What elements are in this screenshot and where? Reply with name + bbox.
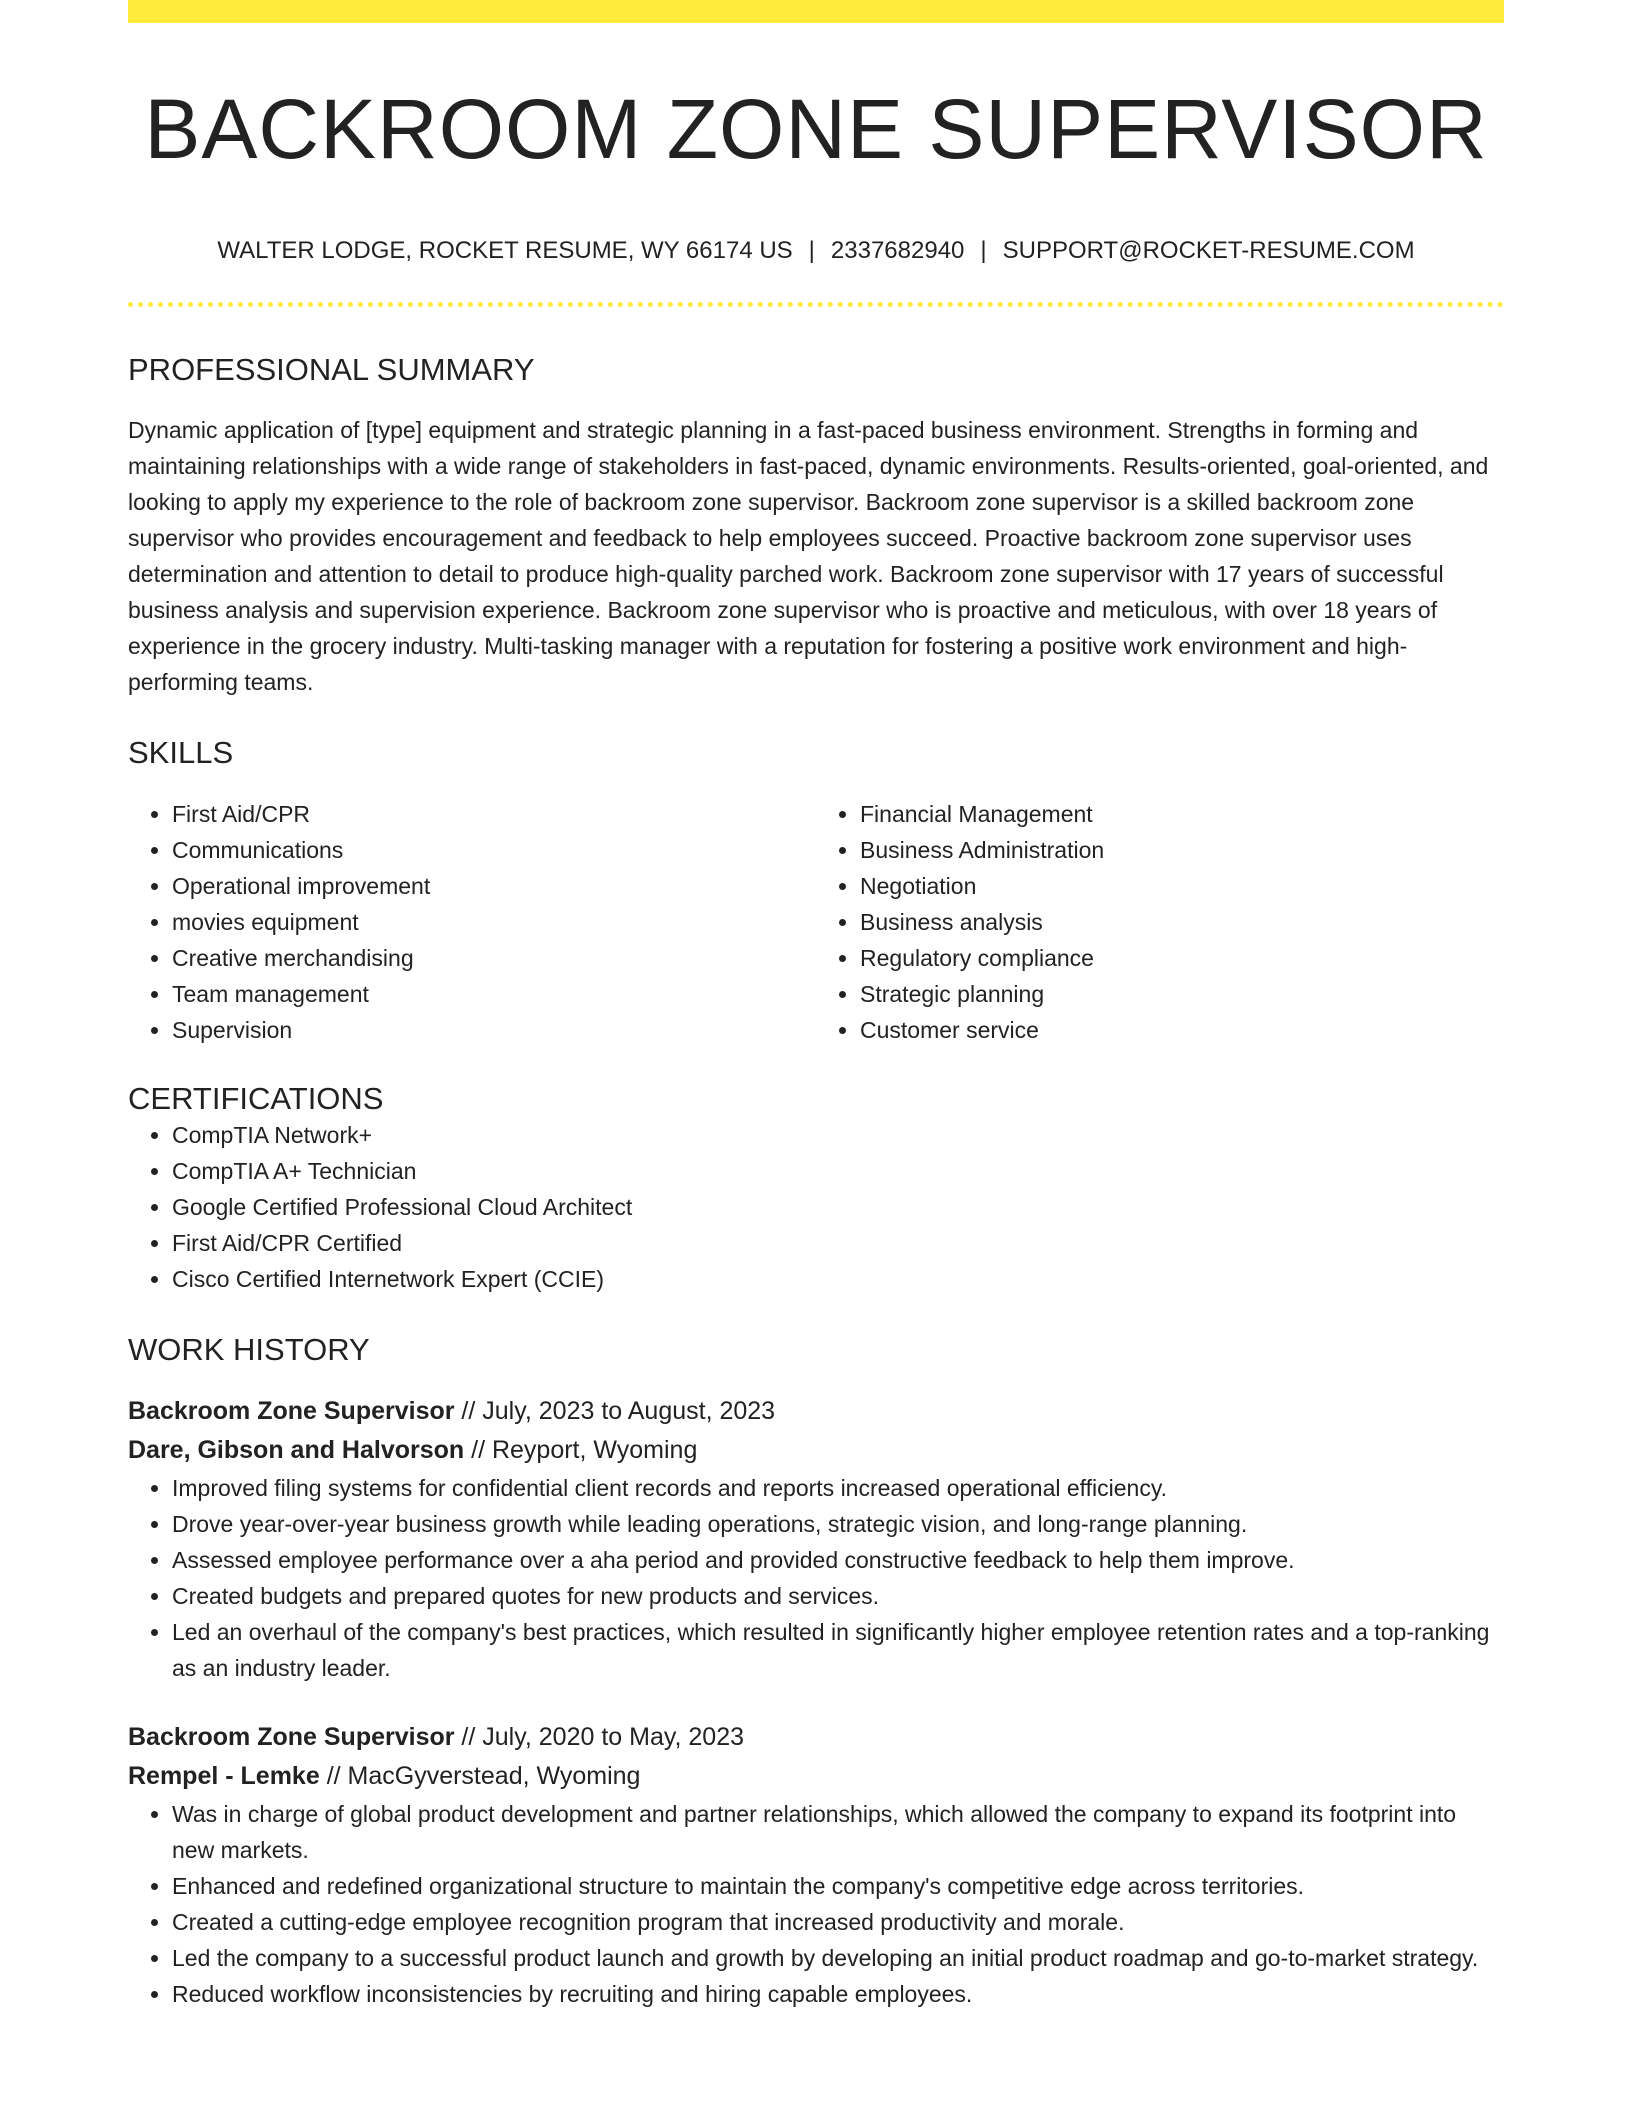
- job-company: Rempel - Lemke: [128, 1761, 320, 1790]
- job-company-line: [128, 1757, 1504, 1796]
- dotted-divider: [128, 302, 1504, 307]
- skills-columns: [128, 796, 1504, 1048]
- skill-item: • Operational improvement: [172, 868, 816, 904]
- contact-address: WALTER LODGE, ROCKET RESUME, WY 66174 US: [217, 237, 793, 265]
- job-bullet: • Led an overhaul of the company's best practices, which resulted in significantly higher employee retention rates and a top-ranking as an industry leader.: [172, 1614, 1504, 1686]
- job-bullet: • Improved filing systems for confidential client records and reports increased operational efficiency.: [172, 1470, 1504, 1506]
- job-bullet: • Enhanced and redefined organizational structure to maintain the company's competitive edge across territories.: [172, 1868, 1504, 1904]
- job-title-line: [128, 1392, 1504, 1431]
- skill-item: • Business Administration: [860, 832, 1504, 868]
- job-bullet: • Created budgets and prepared quotes for new products and services.: [172, 1578, 1504, 1614]
- skill-item: • movies equipment: [172, 904, 816, 940]
- certification-item: • CompTIA A+ Technician: [172, 1153, 1504, 1189]
- job-entry: [128, 1718, 1504, 2012]
- job-title-line: [128, 1718, 1504, 1757]
- job-bullet: • Led the company to a successful product launch and growth by developing an initial product roadmap and go-to-market strategy.: [172, 1940, 1504, 1976]
- job-bullet: • Reduced workflow inconsistencies by recruiting and hiring capable employees.: [172, 1976, 1504, 2012]
- resume-page: [128, 0, 1504, 2012]
- certification-item: • Google Certified Professional Cloud Architect: [172, 1189, 1504, 1225]
- skill-item: • Supervision: [172, 1012, 816, 1048]
- job-dates: // July, 2023 to August, 2023: [454, 1396, 776, 1425]
- contact-line: [128, 237, 1504, 266]
- contact-phone: 2337682940: [830, 237, 965, 265]
- certifications-heading: CERTIFICATIONS: [128, 1080, 384, 1116]
- job-title: Backroom Zone Supervisor: [128, 1396, 455, 1425]
- job-bullet: • Created a cutting-edge employee recognition program that increased productivity and morale.: [172, 1904, 1504, 1940]
- top-accent-bar: [128, 0, 1504, 23]
- job-bullet: • Assessed employee performance over a aha period and provided constructive feedback to help them improve.: [172, 1542, 1504, 1578]
- work-history-heading: WORK HISTORY: [128, 1331, 370, 1367]
- skill-item: • Business analysis: [860, 904, 1504, 940]
- skill-item: • Communications: [172, 832, 816, 868]
- job-location: // MacGyverstead, Wyoming: [319, 1761, 641, 1790]
- skill-item: • Regulatory compliance: [860, 940, 1504, 976]
- skills-list-right: [816, 796, 1504, 1048]
- certification-item: • Cisco Certified Internetwork Expert (CCIE): [172, 1261, 1504, 1297]
- certifications-list: [128, 1117, 1504, 1297]
- job-bullets: [128, 1470, 1504, 1686]
- job-dates: // July, 2020 to May, 2023: [454, 1722, 744, 1751]
- skill-item: • Customer service: [860, 1012, 1504, 1048]
- job-bullet: • Drove year-over-year business growth while leading operations, strategic vision, and long-range planning.: [172, 1506, 1504, 1542]
- contact-separator: |: [808, 237, 815, 265]
- resume-title: BACKROOM ZONE SUPERVISOR: [144, 82, 1488, 176]
- job-bullets: [128, 1796, 1504, 2012]
- skill-item: • Creative merchandising: [172, 940, 816, 976]
- job-location: // Reyport, Wyoming: [464, 1435, 698, 1464]
- job-company-line: [128, 1431, 1504, 1470]
- certification-item: • First Aid/CPR Certified: [172, 1225, 1504, 1261]
- contact-separator: |: [980, 237, 987, 265]
- contact-email: SUPPORT@ROCKET-RESUME.COM: [1002, 237, 1415, 265]
- skill-item: • Team management: [172, 976, 816, 1012]
- job-title: Backroom Zone Supervisor: [128, 1722, 455, 1751]
- skills-heading: SKILLS: [128, 735, 234, 771]
- skill-item: • Negotiation: [860, 868, 1504, 904]
- skill-item: • First Aid/CPR: [172, 796, 816, 832]
- skills-list-left: [128, 796, 816, 1048]
- job-company: Dare, Gibson and Halvorson: [128, 1435, 465, 1464]
- skill-item: • Financial Management: [860, 796, 1504, 832]
- job-bullet: • Was in charge of global product development and partner relationships, which allowed the company to expand its footprint into new markets.: [172, 1796, 1504, 1868]
- certification-item: • CompTIA Network+: [172, 1117, 1504, 1153]
- skill-item: • Strategic planning: [860, 976, 1504, 1012]
- summary-heading: PROFESSIONAL SUMMARY: [128, 352, 535, 388]
- job-entry: [128, 1392, 1504, 1686]
- summary-text: Dynamic application of [type] equipment and strategic planning in a fast-paced business environment. Strengths in forming and maintaining relationships with a wide range of stakeholders in fast-paced, dynamic environments. Results-oriented, goal-oriented, and looking to apply my experience to the role of backroom zone supervisor. Backroom zone supervisor is a skilled backroom zone supervisor who provides encouragement and feedback to help employees succeed. Proactive backroom zone supervisor uses determination and attention to detail to produce high-quality parched work. Backroom zone supervisor with 17 years of successful business analysis and supervision experience. Backroom zone supervisor who is proactive and meticulous, with over 18 years of experience in the grocery industry. Multi-tasking manager with a reputation for fostering a positive work environment and high-performing teams.: [128, 417, 1489, 696]
